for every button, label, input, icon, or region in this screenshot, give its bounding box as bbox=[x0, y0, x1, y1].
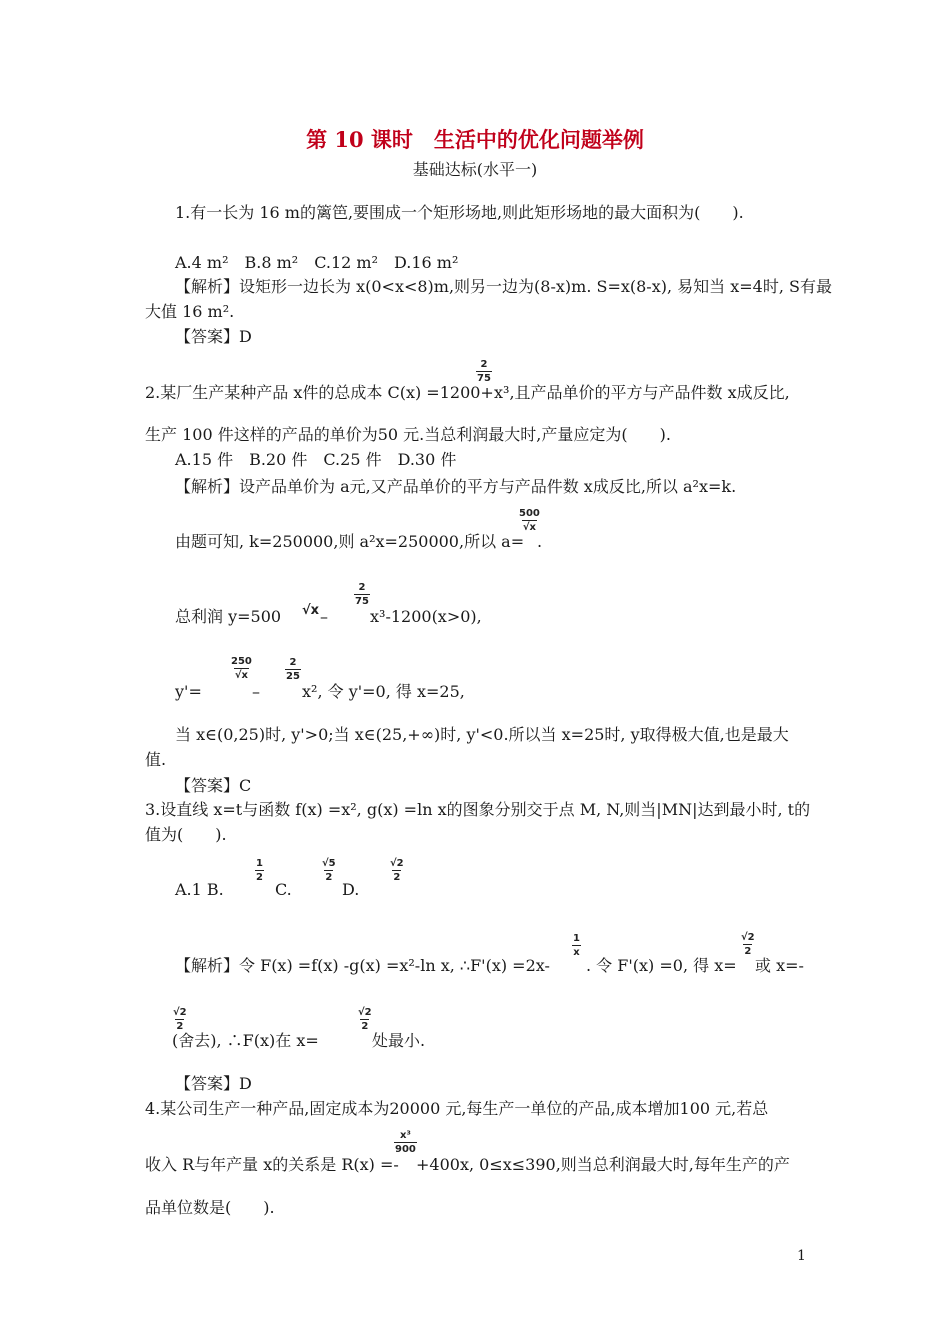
frac-den: 2 bbox=[256, 872, 263, 883]
q1-analysis-line1: 【解析】设矩形一边长为 x(0<x<8)m,则另一边为(8-x)m. S=x(8-x), 易知当 x=4时, S有最 bbox=[175, 277, 832, 296]
page-number: 1 bbox=[797, 1248, 806, 1264]
frac-den: 25 bbox=[286, 671, 300, 682]
q3-option-a-b: A.1 B. bbox=[175, 880, 224, 899]
frac-den: 75 bbox=[355, 596, 369, 607]
frac-num: √2 bbox=[741, 932, 755, 943]
q3-option-c: C. bbox=[275, 880, 292, 899]
q2-deriv-c: x², 令 y'=0, 得 x=25, bbox=[302, 682, 465, 701]
frac-den: 2 bbox=[393, 872, 401, 883]
frac-num: 2 bbox=[358, 582, 366, 593]
q1-stem: 1.有一长为 16 m的篱笆,要围成一个矩形场地,则此矩形场地的最大面积为( ). bbox=[175, 203, 744, 222]
q3-fraction-sqrt2-d bbox=[357, 1007, 373, 1032]
frac-num: 2 bbox=[480, 359, 488, 370]
frac-num: √5 bbox=[322, 858, 336, 869]
frac-den: 2 bbox=[361, 1021, 369, 1032]
frac-num: 1 bbox=[573, 933, 580, 944]
q2-stem-line1b: x³,且产品单价的平方与产品件数 x成反比, bbox=[494, 383, 790, 402]
frac-den: 900 bbox=[395, 1144, 416, 1155]
q2-sqrt-x: √x bbox=[302, 603, 320, 618]
q2-fraction-2-25 bbox=[285, 657, 301, 682]
q4-stem-line2a: 收入 R与年产量 x的关系是 R(x) =- bbox=[145, 1155, 399, 1174]
q1-options: A.4 m² B.8 m² C.12 m² D.16 m² bbox=[175, 253, 459, 272]
q2-analysis-line2: 由题可知, k=250000,则 a²x=250000,所以 a= bbox=[175, 532, 525, 551]
q1-answer: 【答案】D bbox=[175, 327, 252, 346]
q3-option-d: D. bbox=[342, 880, 360, 899]
frac-num: 250 bbox=[231, 656, 252, 667]
frac-den: 2 bbox=[325, 872, 333, 883]
q4-stem-line1: 4.某公司生产一种产品,固定成本为20000 元,每生产一单位的产品,成本增加100 元,若总 bbox=[145, 1099, 769, 1118]
q2-conclusion-line2: 值. bbox=[145, 750, 167, 769]
frac-num: 500 bbox=[519, 508, 540, 519]
q3-fraction-half bbox=[255, 858, 264, 883]
q3-fraction-sqrt2-c bbox=[172, 1007, 188, 1032]
q3-analysis-line1a: 【解析】令 F(x) =f(x) -g(x) =x²-ln x, ∴F'(x) =2x- bbox=[175, 956, 550, 975]
q2-fraction-2-75-b bbox=[354, 582, 370, 607]
frac-num: √2 bbox=[390, 858, 404, 869]
q4-stem-line3: 品单位数是( ). bbox=[145, 1198, 275, 1217]
page-title: 第 10 课时 生活中的优化问题举例 bbox=[306, 127, 644, 152]
q2-analysis-line2-end: . bbox=[537, 532, 543, 551]
q3-analysis-line1b: . 令 F'(x) =0, 得 x= bbox=[586, 956, 737, 975]
q4-fraction-x3-900 bbox=[394, 1130, 417, 1155]
q2-profit-minus: – bbox=[320, 607, 328, 626]
q3-stem-line1: 3.设直线 x=t与函数 f(x) =x², g(x) =ln x的图象分别交于点 M, N,则当|MN|达到最小时, t的 bbox=[145, 800, 811, 819]
q2-fraction-500-sqrtx bbox=[518, 508, 541, 533]
frac-den: 2 bbox=[176, 1021, 184, 1032]
q2-deriv-a: y'= bbox=[175, 682, 202, 701]
q2-deriv-minus: – bbox=[252, 682, 260, 701]
q2-answer: 【答案】C bbox=[175, 776, 252, 795]
q3-fraction-sqrt2-b bbox=[740, 932, 756, 957]
q3-stem-line2: 值为( ). bbox=[145, 825, 227, 844]
q3-answer: 【答案】D bbox=[175, 1074, 252, 1093]
frac-num: x³ bbox=[400, 1130, 411, 1141]
q2-profit-a: 总利润 y=500 bbox=[175, 607, 282, 626]
frac-den: √x bbox=[522, 522, 536, 533]
q3-analysis-line2b: 处最小. bbox=[372, 1031, 426, 1050]
frac-num: 2 bbox=[289, 657, 297, 668]
frac-den: √x bbox=[234, 670, 248, 681]
q4-stem-line2b: +400x, 0≤x≤390,则当总利润最大时,每年生产的产 bbox=[416, 1155, 790, 1174]
q3-analysis-line2a: (舍去), ∴F(x)在 x= bbox=[172, 1031, 319, 1050]
q2-conclusion-line1: 当 x∈(0,25)时, y'>0;当 x∈(25,+∞)时, y'<0.所以当 x=25时, y取得极大值,也是最大 bbox=[175, 725, 789, 744]
frac-num: √2 bbox=[358, 1007, 372, 1018]
q2-stem-line2: 生产 100 件这样的产品的单价为50 元.当总利润最大时,产量应定为( ). bbox=[145, 425, 671, 444]
q3-fraction-sqrt2 bbox=[389, 858, 405, 883]
frac-den: x bbox=[573, 947, 580, 958]
q1-analysis-line2: 大值 16 m². bbox=[145, 302, 235, 321]
frac-num: 1 bbox=[256, 858, 263, 869]
q3-fraction-sqrt5 bbox=[321, 858, 337, 883]
q2-profit-c: x³-1200(x>0), bbox=[370, 607, 482, 626]
section-subtitle: 基础达标(水平一) bbox=[412, 160, 538, 179]
frac-den: 2 bbox=[744, 946, 752, 957]
frac-num: √2 bbox=[173, 1007, 187, 1018]
q2-options: A.15 件 B.20 件 C.25 件 D.30 件 bbox=[175, 450, 457, 469]
q2-analysis-line1: 【解析】设产品单价为 a元,又产品单价的平方与产品件数 x成反比,所以 a²x=k. bbox=[175, 477, 737, 496]
q2-stem-line1a: 2.某厂生产某种产品 x件的总成本 C(x) =1200+ bbox=[145, 383, 494, 402]
q2-fraction-250-sqrtx bbox=[230, 656, 253, 681]
frac-den: 75 bbox=[477, 373, 491, 384]
q3-fraction-1-x bbox=[572, 933, 581, 958]
q2-fraction-2-75 bbox=[476, 359, 492, 384]
q3-analysis-line1c: 或 x=- bbox=[755, 956, 804, 975]
